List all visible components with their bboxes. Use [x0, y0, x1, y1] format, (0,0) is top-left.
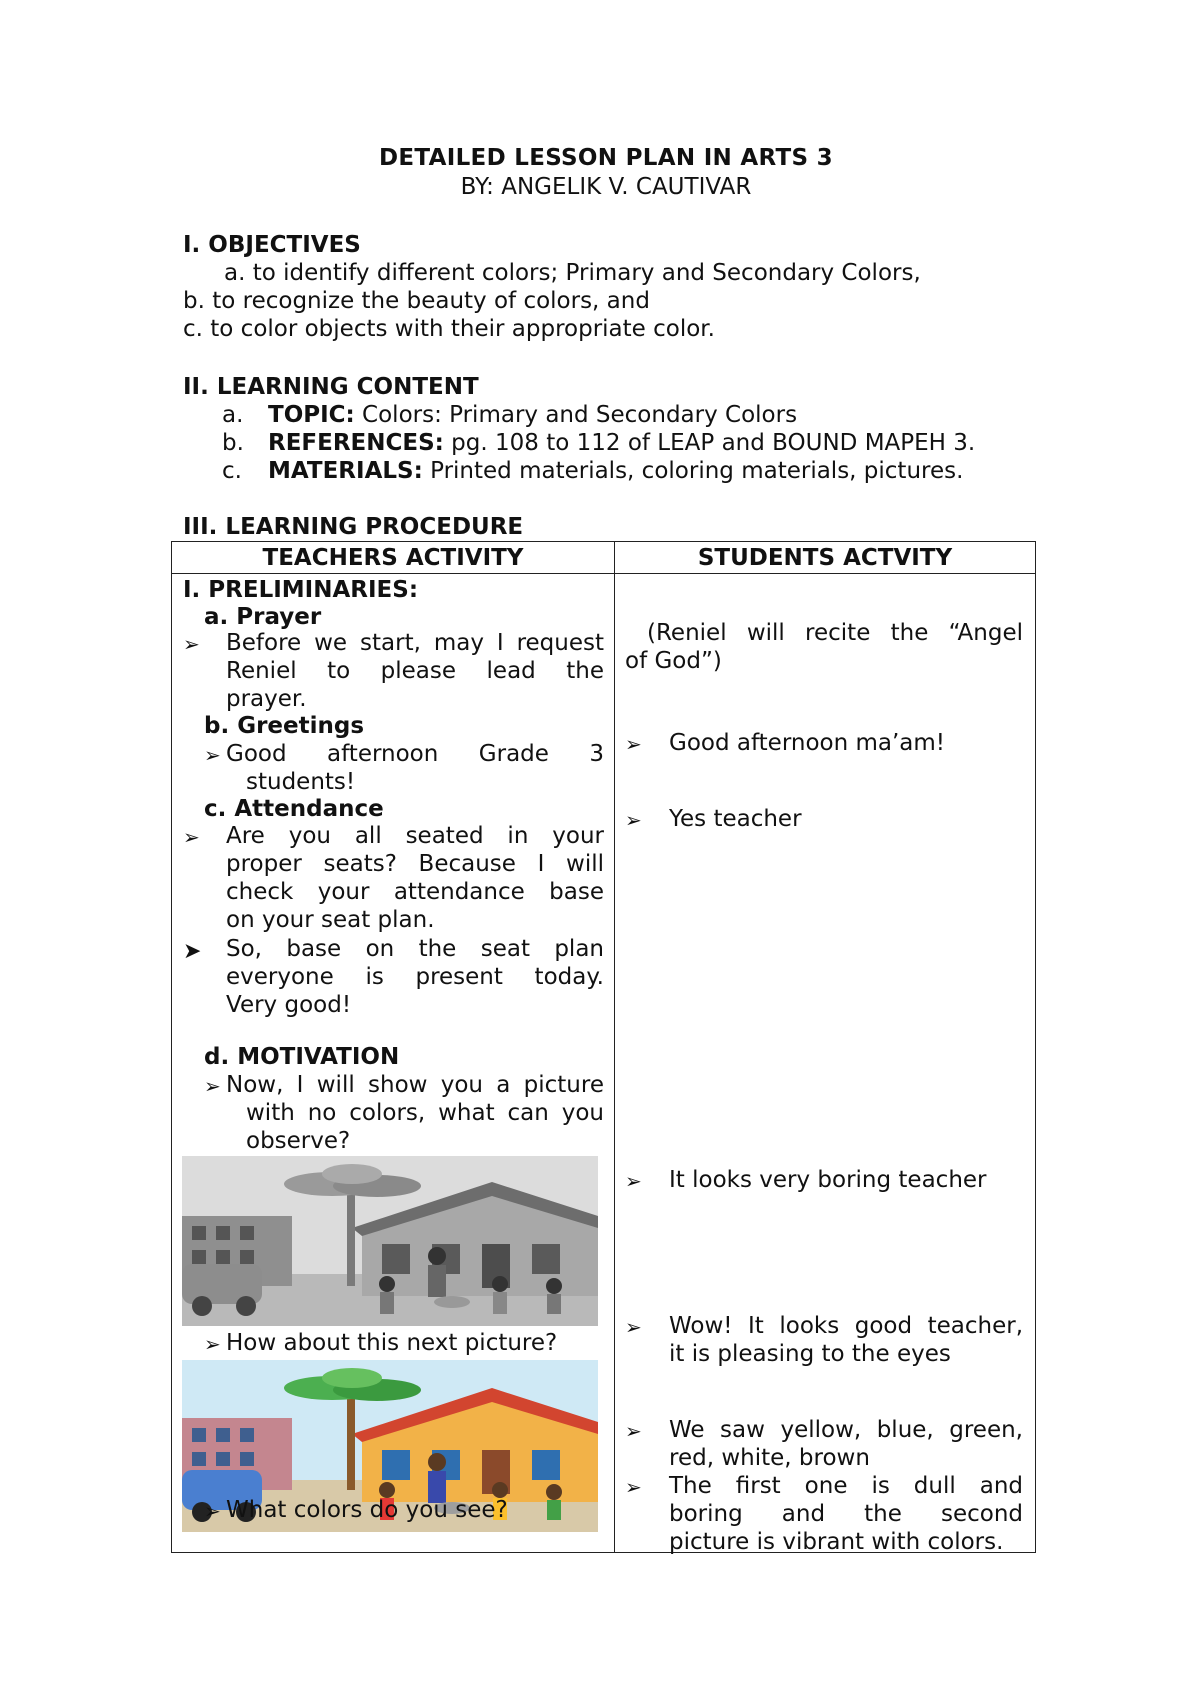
preliminaries-heading: I. PRELIMINARIES: — [183, 577, 419, 603]
arrow-bullet-icon: ➢ — [625, 808, 642, 832]
students-activity-header: STUDENTS ACTVITY — [615, 542, 1036, 574]
arrow-bullet-icon: ➢ — [183, 632, 200, 656]
arrow-bullet-icon: ➢ — [183, 825, 200, 849]
teachers-activity-header: TEACHERS ACTIVITY — [172, 542, 615, 574]
motivation-line-3: observe? — [246, 1128, 351, 1154]
student-first-line-1: The first one is dull and — [669, 1473, 1023, 1499]
student-first-line-2: boring and the second — [669, 1501, 1023, 1527]
objectives-heading: I. OBJECTIVES — [183, 232, 361, 258]
student-attendance: Yes teacher — [669, 806, 802, 832]
motivation-line-2: with no colors, what can you — [246, 1100, 604, 1126]
attendance-heading: c. Attendance — [204, 796, 384, 822]
learning-content-materials: c. MATERIALS: Printed materials, coloring materials, pictures. — [222, 458, 964, 484]
attendance-line-3: check your attendance base — [226, 879, 604, 905]
student-first-line-3: picture is vibrant with colors. — [669, 1529, 1004, 1555]
arrow-bullet-icon: ➢ — [204, 1074, 221, 1098]
prayer-line-2: Reniel to please lead the — [226, 658, 604, 684]
greetings-line-1: Good afternoon Grade 3 — [226, 741, 604, 767]
objective-c: c. to color objects with their appropriate color. — [183, 316, 715, 342]
student-good-line-1: Wow! It looks good teacher, — [669, 1313, 1023, 1339]
student-prayer-line-1: (Reniel will recite the “Angel — [647, 620, 1023, 646]
next-picture-line: How about this next picture? — [226, 1330, 558, 1356]
attendance2-line-3: Very good! — [226, 992, 352, 1018]
arrow-bullet-icon: ➢ — [204, 1332, 221, 1356]
arrow-bullet-icon: ➢ — [625, 1419, 642, 1443]
arrow-bullet-icon: ➢ — [625, 1315, 642, 1339]
attendance-line-1: Are you all seated in your — [226, 823, 604, 849]
page-title: DETAILED LESSON PLAN IN ARTS 3 — [379, 145, 833, 171]
attendance2-line-1: So, base on the seat plan — [226, 936, 604, 962]
student-greeting: Good afternoon ma’am! — [669, 730, 946, 756]
author-line: BY: ANGELIK V. CAUTIVAR — [460, 174, 752, 200]
attendance-line-2: proper seats? Because I will — [226, 851, 604, 877]
arrow-bullet-icon: ➢ — [625, 1169, 642, 1193]
student-boring: It looks very boring teacher — [669, 1167, 987, 1193]
attendance2-line-2: everyone is present today. — [226, 964, 604, 990]
learning-content-references: b. REFERENCES: pg. 108 to 112 of LEAP and BOUND MAPEH 3. — [222, 430, 976, 456]
attendance-line-4: on your seat plan. — [226, 907, 435, 933]
arrow-bullet-icon: ➤ — [183, 939, 202, 964]
arrow-bullet-icon: ➢ — [204, 1499, 221, 1523]
arrow-bullet-icon: ➢ — [625, 732, 642, 756]
prayer-line-1: Before we start, may I request — [226, 630, 604, 656]
learning-procedure-heading: III. LEARNING PROCEDURE — [183, 514, 524, 540]
prayer-line-3: prayer. — [226, 686, 307, 712]
teacher-column — [172, 574, 615, 1553]
student-column — [615, 574, 1036, 1553]
greetings-heading: b. Greetings — [204, 713, 365, 739]
what-colors-line: What colors do you see? — [226, 1497, 508, 1523]
greetings-line-2: students! — [246, 769, 356, 795]
learning-content-heading: II. LEARNING CONTENT — [183, 374, 479, 400]
student-good-line-2: it is pleasing to the eyes — [669, 1341, 951, 1367]
prayer-heading: a. Prayer — [204, 604, 322, 630]
student-saw-line-2: red, white, brown — [669, 1445, 870, 1471]
grayscale-scene-image — [182, 1156, 598, 1326]
arrow-bullet-icon: ➢ — [204, 743, 221, 767]
objective-b: b. to recognize the beauty of colors, and — [183, 288, 650, 314]
learning-content-topic: a. TOPIC: Colors: Primary and Secondary Colors — [222, 402, 798, 428]
motivation-line-1: Now, I will show you a picture — [226, 1072, 604, 1098]
student-saw-line-1: We saw yellow, blue, green, — [669, 1417, 1023, 1443]
objective-a: a. to identify different colors; Primary and Secondary Colors, — [224, 260, 921, 286]
arrow-bullet-icon: ➢ — [625, 1475, 642, 1499]
motivation-heading: d. MOTIVATION — [204, 1044, 400, 1070]
procedure-table — [171, 541, 1036, 1553]
student-prayer-line-2: of God”) — [625, 648, 722, 674]
